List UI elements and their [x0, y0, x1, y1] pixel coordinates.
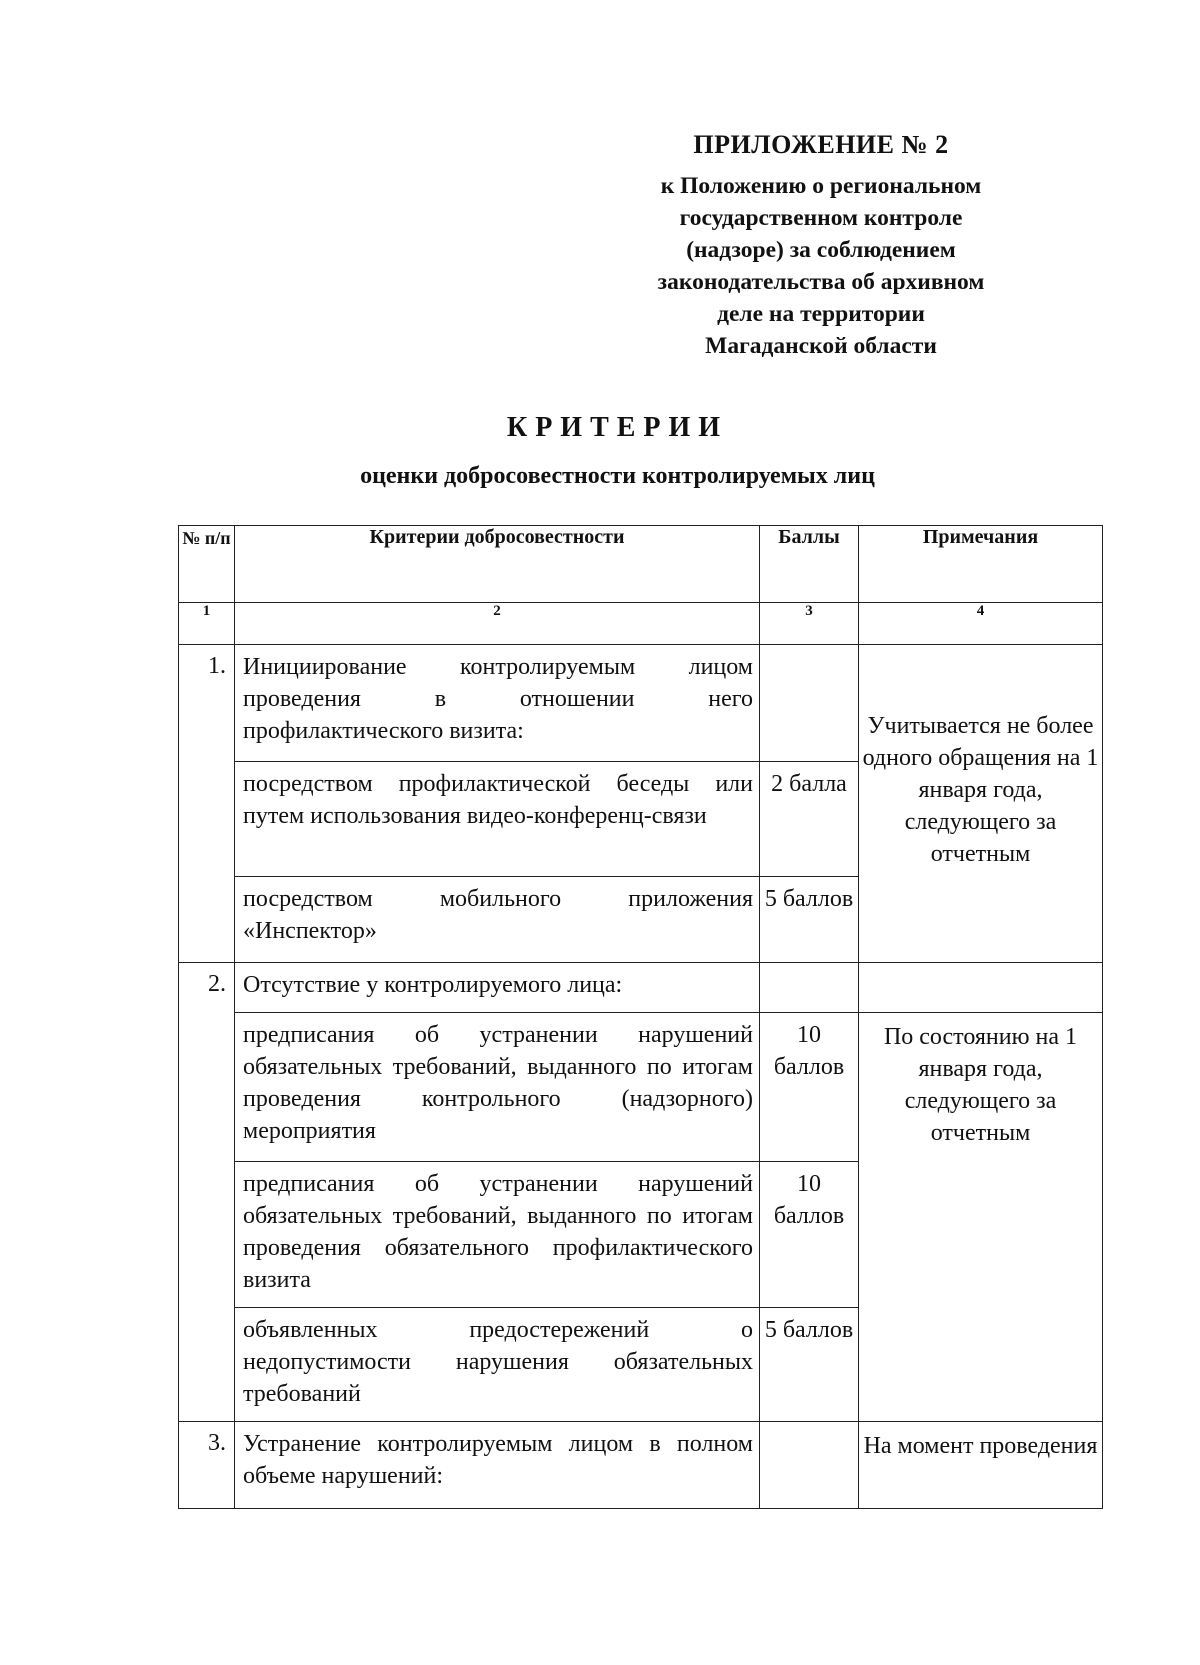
row-number: 1.: [179, 645, 235, 963]
appendix-heading: ПРИЛОЖЕНИЕ № 2: [693, 130, 949, 159]
appendix-line: к Положению о региональном: [660, 173, 982, 199]
criteria-table: [178, 525, 1103, 1509]
criterion-text: предписания об устранении нарушений обязательных требований, выданного по итогам проведения контрольного (надзорного) мероприятия: [235, 1013, 760, 1162]
table-row: [179, 645, 1103, 762]
note-cell: На момент проведения: [859, 1422, 1103, 1509]
row-number: 2.: [179, 963, 235, 1013]
criterion-text: посредством мобильного приложения «Инспектор»: [235, 877, 760, 963]
points-cell: 5 баллов: [760, 877, 859, 963]
column-number: 3: [760, 603, 859, 645]
appendix-block: [600, 130, 1042, 362]
criterion-text: посредством профилактической беседы или путем использования видео-конференц-связи: [235, 762, 760, 877]
header-notes: Примечания: [859, 526, 1103, 603]
table-row: [179, 1013, 1103, 1162]
row-number-empty: [179, 1013, 235, 1422]
criterion-text: объявленных предостережений о недопустимости нарушения обязательных требований: [235, 1308, 760, 1422]
appendix-line: государственном контроле: [679, 205, 963, 231]
header-num: № п/п: [179, 526, 235, 603]
column-number: 1: [179, 603, 235, 645]
column-number-row: [179, 603, 1103, 645]
header-criteria: Критерии добросовестности: [235, 526, 760, 603]
criterion-text: Устранение контролируемым лицом в полном объеме нарушений:: [235, 1422, 760, 1509]
note-cell-empty: [859, 963, 1103, 1013]
note-cell: Учитывается не более одного обращения на 1 января года, следующего за отчетным: [859, 645, 1103, 963]
criterion-text: Инициирование контролируемым лицом проведения в отношении него профилактического визита:: [235, 645, 760, 762]
appendix-line: (надзоре) за соблюдением: [686, 237, 956, 263]
table-header-row: [179, 526, 1103, 603]
criterion-text: предписания об устранении нарушений обязательных требований, выданного по итогам проведения обязательного профилактического визита: [235, 1162, 760, 1308]
note-cell: По состоянию на 1 января года, следующего за отчетным: [859, 1013, 1103, 1422]
table-row: [179, 1422, 1103, 1509]
appendix-line: Магаданской области: [705, 333, 937, 359]
points-cell: 2 балла: [760, 762, 859, 877]
document-title: КРИТЕРИИ: [506, 412, 729, 443]
points-cell: 10 баллов: [760, 1013, 859, 1162]
table-row: [179, 963, 1103, 1013]
row-number: 3.: [179, 1422, 235, 1509]
appendix-line: деле на территории: [717, 301, 925, 327]
points-cell: [760, 1422, 859, 1509]
points-cell: [760, 963, 859, 1013]
points-cell: 5 баллов: [760, 1308, 859, 1422]
appendix-line: законодательства об архивном: [657, 269, 985, 295]
column-number: 4: [859, 603, 1103, 645]
header-points: Баллы: [760, 526, 859, 603]
criterion-text: Отсутствие у контролируемого лица:: [235, 963, 760, 1013]
points-cell: 10 баллов: [760, 1162, 859, 1308]
document-subtitle: оценки добросовестности контролируемых лиц: [360, 463, 875, 489]
points-cell: [760, 645, 859, 762]
column-number: 2: [235, 603, 760, 645]
